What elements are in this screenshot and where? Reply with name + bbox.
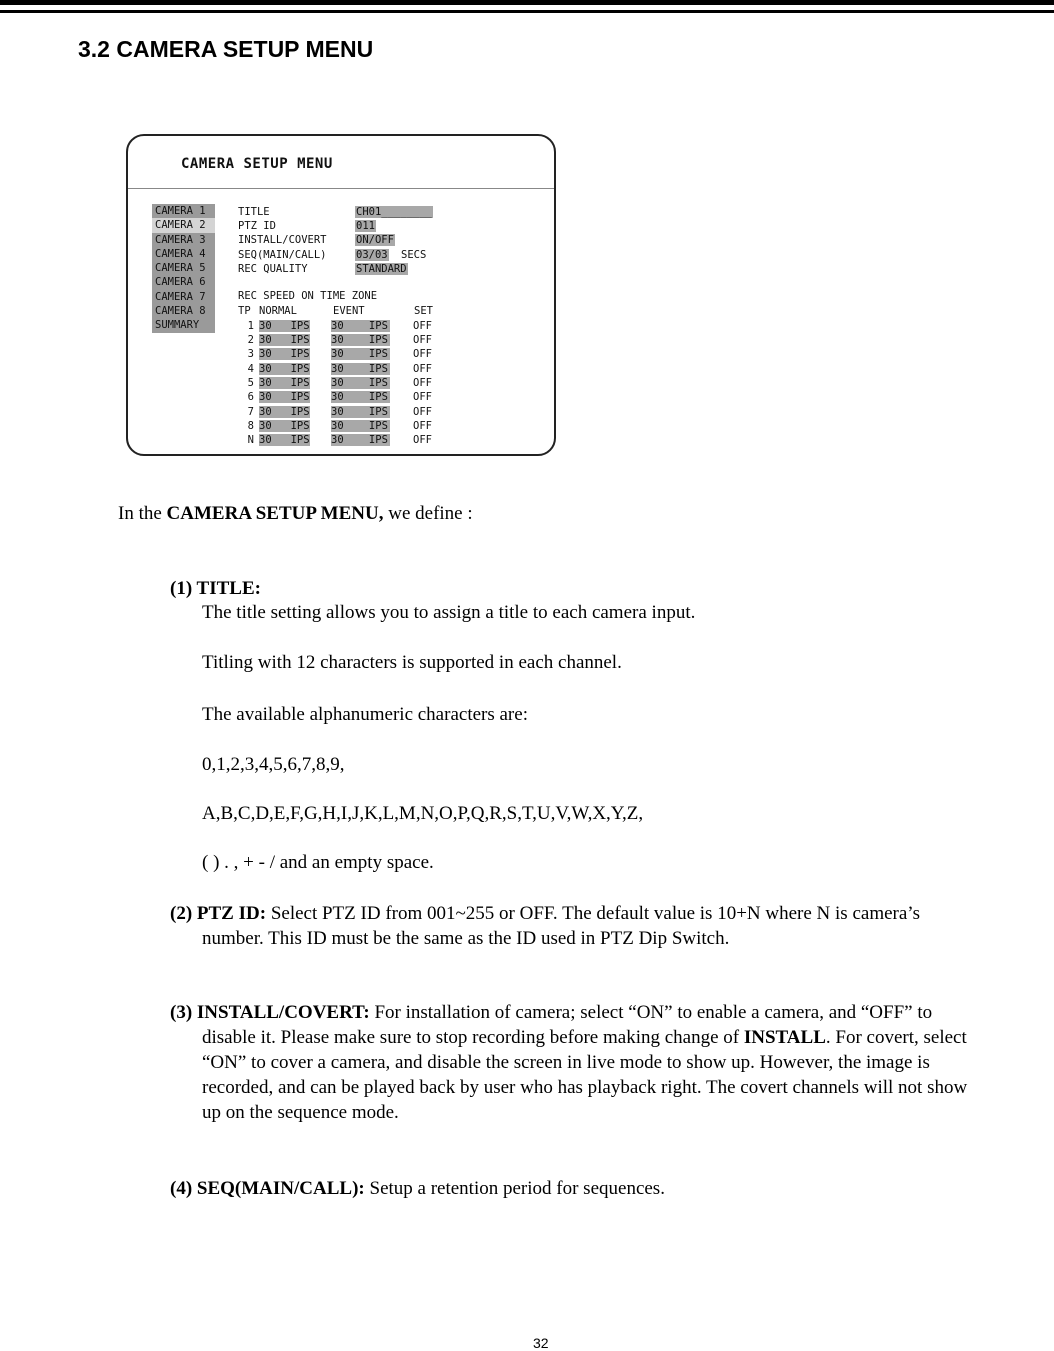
speed-row-normal[interactable]: 30 IPS: [259, 363, 310, 375]
speed-header-set: SET: [414, 305, 433, 317]
speed-row-normal[interactable]: 30 IPS: [259, 434, 310, 446]
speed-row-tp: 7: [247, 406, 254, 418]
install-text: disable it. Please make sure to stop recording before making change of: [202, 1027, 744, 1048]
speed-row-tp: 2: [247, 334, 254, 346]
field-value-ptz-id[interactable]: 011: [356, 220, 375, 232]
speed-row: [128, 320, 554, 334]
speed-row-event[interactable]: 30 IPS: [331, 348, 390, 360]
camera-list-item[interactable]: CAMERA 8: [155, 305, 206, 318]
title-line: The title setting allows you to assign a title to each camera input.: [202, 602, 696, 623]
speed-row-tp: 3: [247, 348, 254, 360]
osd-title: CAMERA SETUP MENU: [181, 156, 333, 172]
speed-row-event[interactable]: 30 IPS: [331, 434, 390, 446]
speed-row-set[interactable]: OFF: [413, 334, 432, 346]
speed-row-tp: 6: [247, 391, 254, 403]
speed-row: [128, 434, 554, 448]
speed-row: [128, 420, 554, 434]
title-heading: (1) TITLE:: [170, 578, 261, 599]
speed-row-normal[interactable]: 30 IPS: [259, 320, 310, 332]
speed-row-tp: N: [247, 434, 254, 446]
speed-row: [128, 406, 554, 420]
ptz-heading: (2) PTZ ID:: [170, 903, 267, 924]
intro-pre: In the: [118, 503, 167, 524]
seq-paragraph: [170, 1176, 665, 1202]
field-label-title: TITLE: [238, 206, 270, 218]
install-text: . For covert, select: [825, 1027, 967, 1048]
speed-row-set[interactable]: OFF: [413, 377, 432, 389]
field-value-title[interactable]: CH01________: [356, 206, 432, 218]
field-label-rec-quality: REC QUALITY: [238, 263, 308, 275]
camera-list-item-summary[interactable]: SUMMARY: [155, 319, 200, 332]
install-text: For installation of camera; select “ON” to enable a camera, and “OFF” to: [369, 1002, 933, 1023]
speed-row-set[interactable]: OFF: [413, 363, 432, 375]
install-bold: INSTALL: [743, 1027, 826, 1048]
camera-list-item[interactable]: CAMERA 4: [155, 247, 206, 260]
speed-header-normal: NORMAL: [259, 305, 297, 317]
field-value-rec-quality[interactable]: STANDARD: [356, 263, 407, 275]
title-line: The available alphanumeric characters are:: [202, 704, 528, 725]
speed-header-event: EVENT: [333, 305, 365, 317]
intro-bold: CAMERA SETUP MENU,: [166, 503, 384, 524]
title-line: A,B,C,D,E,F,G,H,I,J,K,L,M,N,O,P,Q,R,S,T,U,V,W,X,Y,Z,: [202, 803, 644, 824]
intro-paragraph: [118, 501, 473, 527]
speed-row-normal[interactable]: 30 IPS: [259, 348, 310, 360]
speed-row: [128, 391, 554, 405]
camera-list-item[interactable]: CAMERA 7: [155, 290, 206, 303]
title-line: Titling with 12 characters is supported in each channel.: [202, 652, 622, 673]
install-paragraph-line4: recorded, and can be played back by user who has playback right. The covert channels will not show: [202, 1077, 968, 1098]
field-label-install-covert: INSTALL/COVERT: [238, 234, 327, 246]
camera-list-item[interactable]: CAMERA 3: [155, 233, 206, 246]
speed-row-event[interactable]: 30 IPS: [331, 406, 390, 418]
speed-row-event[interactable]: 30 IPS: [331, 420, 390, 432]
install-paragraph-line1: [170, 1000, 932, 1026]
speed-header-tp: TP: [238, 305, 251, 317]
speed-row-normal[interactable]: 30 IPS: [259, 420, 310, 432]
speed-row-set[interactable]: OFF: [413, 320, 432, 332]
speed-row-event[interactable]: 30 IPS: [331, 334, 390, 346]
field-value-seq[interactable]: 03/03: [356, 249, 388, 261]
title-line: 0,1,2,3,4,5,6,7,8,9,: [202, 754, 345, 775]
install-paragraph-line2: [202, 1025, 967, 1051]
speed-row-set[interactable]: OFF: [413, 348, 432, 360]
camera-list-item-selected[interactable]: CAMERA 2: [152, 218, 215, 232]
title-line: ( ) . , + - / and an empty space.: [202, 852, 434, 873]
section-title: 3.2 CAMERA SETUP MENU: [78, 36, 374, 62]
page-number: 32: [533, 1335, 549, 1351]
speed-row-event[interactable]: 30 IPS: [331, 363, 390, 375]
speed-row: [128, 363, 554, 377]
intro-post: we define :: [383, 503, 473, 524]
speed-row-event[interactable]: 30 IPS: [331, 377, 390, 389]
camera-list: [152, 204, 215, 333]
ptz-paragraph-line1: [170, 901, 920, 927]
speed-row-tp: 8: [247, 420, 254, 432]
ptz-paragraph-line2: number. This ID must be the same as the ID used in PTZ Dip Switch.: [202, 928, 730, 949]
seq-heading: (4) SEQ(MAIN/CALL):: [170, 1178, 365, 1199]
speed-row-normal[interactable]: 30 IPS: [259, 406, 310, 418]
ptz-text: Select PTZ ID from 001~255 or OFF. The default value is 10+N where N is camera’s: [266, 903, 920, 924]
speed-row-set[interactable]: OFF: [413, 391, 432, 403]
speed-row: [128, 348, 554, 362]
osd-separator: [128, 188, 554, 189]
speed-row-event[interactable]: 30 IPS: [331, 391, 390, 403]
camera-list-item[interactable]: CAMERA 6: [155, 276, 206, 289]
speed-row-normal[interactable]: 30 IPS: [259, 377, 310, 389]
speed-row-set[interactable]: OFF: [413, 406, 432, 418]
speed-row: [128, 334, 554, 348]
camera-list-item[interactable]: CAMERA 1: [155, 205, 206, 217]
field-label-ptz-id: PTZ ID: [238, 220, 276, 232]
speed-row-tp: 5: [247, 377, 254, 389]
speed-row-tp: 1: [247, 320, 254, 332]
speed-row-set[interactable]: OFF: [413, 434, 432, 446]
field-value-install-covert[interactable]: ON/OFF: [356, 234, 394, 246]
speed-row-normal[interactable]: 30 IPS: [259, 334, 310, 346]
speed-row-event[interactable]: 30 IPS: [331, 320, 390, 332]
speed-row: [128, 377, 554, 391]
speed-row-tp: 4: [247, 363, 254, 375]
field-suffix-secs: SECS: [401, 249, 427, 261]
camera-setup-menu-screenshot: [126, 134, 556, 456]
camera-list-item[interactable]: CAMERA 5: [155, 262, 206, 275]
speed-row-set[interactable]: OFF: [413, 420, 432, 432]
install-paragraph-line3: “ON” to cover a camera, and disable the screen in live mode to show up. However, the image is: [202, 1052, 930, 1073]
seq-text: Setup a retention period for sequences.: [364, 1178, 665, 1199]
install-heading: (3) INSTALL/COVERT:: [170, 1002, 370, 1023]
install-paragraph-line5: up on the sequence mode.: [202, 1102, 399, 1123]
speed-row-normal[interactable]: 30 IPS: [259, 391, 310, 403]
speed-section-title: REC SPEED ON TIME ZONE: [238, 290, 378, 302]
top-rule-thick: [0, 0, 1054, 5]
top-rule-thin: [0, 10, 1054, 13]
field-label-seq: SEQ(MAIN/CALL): [238, 249, 327, 261]
